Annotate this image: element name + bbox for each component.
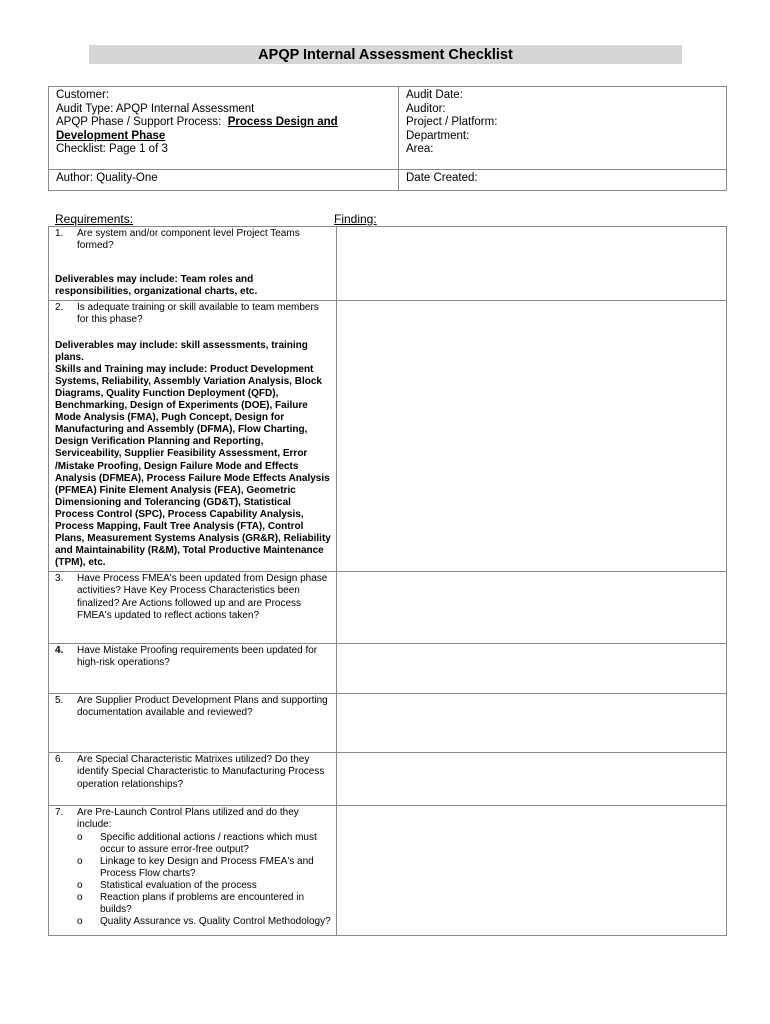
control-plan-subitems [55,832,332,929]
question-cell [49,806,337,936]
question-cell [49,694,337,753]
question-text: Have Process FMEA's been updated from Design phase activities? Have Key Process Characteristics been finalized? Are Actions followed up and are Process FMEA's updated to reflect actions taken? [77,573,328,621]
question-number: 1. [55,228,64,239]
customer-label: Customer: [56,89,110,101]
bullet-marker: o [77,831,83,843]
finding-cell[interactable] [337,644,727,694]
bullet-marker: o [77,892,83,903]
bullet-marker: o [77,916,83,928]
author-cell [49,170,399,191]
question-text: Are Special Characteristic Matrixes utilized? Do they identify Special Characteristic to Manufacturing Process operation relationships? [77,754,325,790]
phase-value: Process Design and Development Phase [56,116,338,142]
audit-info-left [49,87,399,170]
table-row [49,694,727,753]
question-cell [49,227,337,301]
subitem-text: Specific additional actions / reactions which must occur to assure error-free output? [100,831,317,855]
phase-line [56,116,392,143]
finding-cell[interactable] [337,572,727,644]
skills-note: Skills and Training may include: Product Development Systems, Reliability, Assembly Variation Analysis, Block Diagrams, Quality Function Deployment (QFD), Benchmarking, Design of Experiments (DOE), Failure Mode Analysis (FMA), Pugh Concept, Design for Manufacturing and Assembly (DFMA), Flow Charting, Design Verification Planning and Reporting, Serviceability, Supplier Feasibility Assessment, Error /Mistake Proofing, Design Failure Mode and Effects Analysis (DFMEA), Process Failure Mode Effects Analysis (PFMEA) Finite Element Analysis (FEA), Geometric Dimensioning and Tolerancing (GD&T), Statistical Process Control (SPC), Process Capability Analysis, Process Mapping, Fault Tree Analysis (FTA), Control Plans, Measurement Systems Analysis (GR&R), Reliability and Maintainability (R&M), Total Productive Maintenance (TPM), etc. [55,363,331,569]
project-platform-label: Project / Platform: [406,116,498,129]
table-row [49,644,727,694]
subitem-text: Linkage to key Design and Process FMEA's and Process Flow charts? [100,855,314,879]
subitem-text: Statistical evaluation of the process [100,879,257,891]
question-text: Are system and/or component level Project Teams formed? [77,228,300,252]
table-row [49,227,727,301]
question-text: Have Mistake Proofing requirements been updated for high-risk operations? [77,645,318,669]
finding-cell[interactable] [337,301,727,572]
date-created-label: Date Created: [406,172,478,184]
finding-cell[interactable] [337,753,727,806]
question-number: 2. [55,302,64,314]
question-text: Is adequate training or skill available to team members for this phase? [77,302,319,326]
question-number: 5. [55,695,64,707]
question-text: Are Supplier Product Development Plans and supporting documentation available and reviewed? [77,695,328,719]
bullet-marker: o [77,855,83,867]
list-item [77,916,332,928]
requirements-header: Requirements: [55,212,134,226]
deliverables-note: Deliverables may include: skill assessments, training plans. [55,339,308,363]
bullet-marker: o [77,879,83,891]
question-number: 3. [55,573,64,585]
list-item [77,880,332,892]
audit-type-label: Audit Type: APQP Internal Assessment [56,102,255,115]
subitem-text: Quality Assurance vs. Quality Control Methodology? [100,916,331,928]
table-row [49,806,727,936]
finding-cell[interactable] [337,694,727,753]
checklist-page-label: Checklist: Page 1 of 3 [56,143,168,156]
department-label: Department: [406,129,470,142]
subitem-text: Reaction plans if problems are encountered in builds? [100,892,305,916]
table-row [49,753,727,806]
question-cell [49,572,337,644]
author-label: Author: Quality-One [56,172,158,184]
question-number: 4. [55,645,64,657]
page-title: APQP Internal Assessment Checklist [89,45,682,64]
list-item [77,892,332,916]
question-number: 6. [55,754,64,766]
finding-cell[interactable] [337,227,727,301]
audit-info-right [399,87,727,170]
question-cell [49,301,337,572]
deliverables-note: Deliverables may include: Team roles and responsibilities, organizational charts, etc. [55,274,258,298]
audit-info-table [48,86,727,191]
phase-label: APQP Phase / Support Process: [56,116,222,129]
audit-date-label: Audit Date: [406,89,463,101]
area-label: Area: [406,143,434,156]
requirements-table [48,226,727,936]
question-number: 7. [55,807,64,819]
list-item [77,832,332,856]
finding-header: Finding: [334,212,377,226]
question-cell [49,753,337,806]
finding-cell[interactable] [337,806,727,936]
question-text: Are Pre-Launch Control Plans utilized and do they include: [77,807,299,831]
table-row [49,301,727,572]
list-item [77,856,332,880]
question-cell [49,644,337,694]
auditor-label: Auditor: [406,102,446,115]
date-created-cell [399,170,727,191]
table-row [49,572,727,644]
